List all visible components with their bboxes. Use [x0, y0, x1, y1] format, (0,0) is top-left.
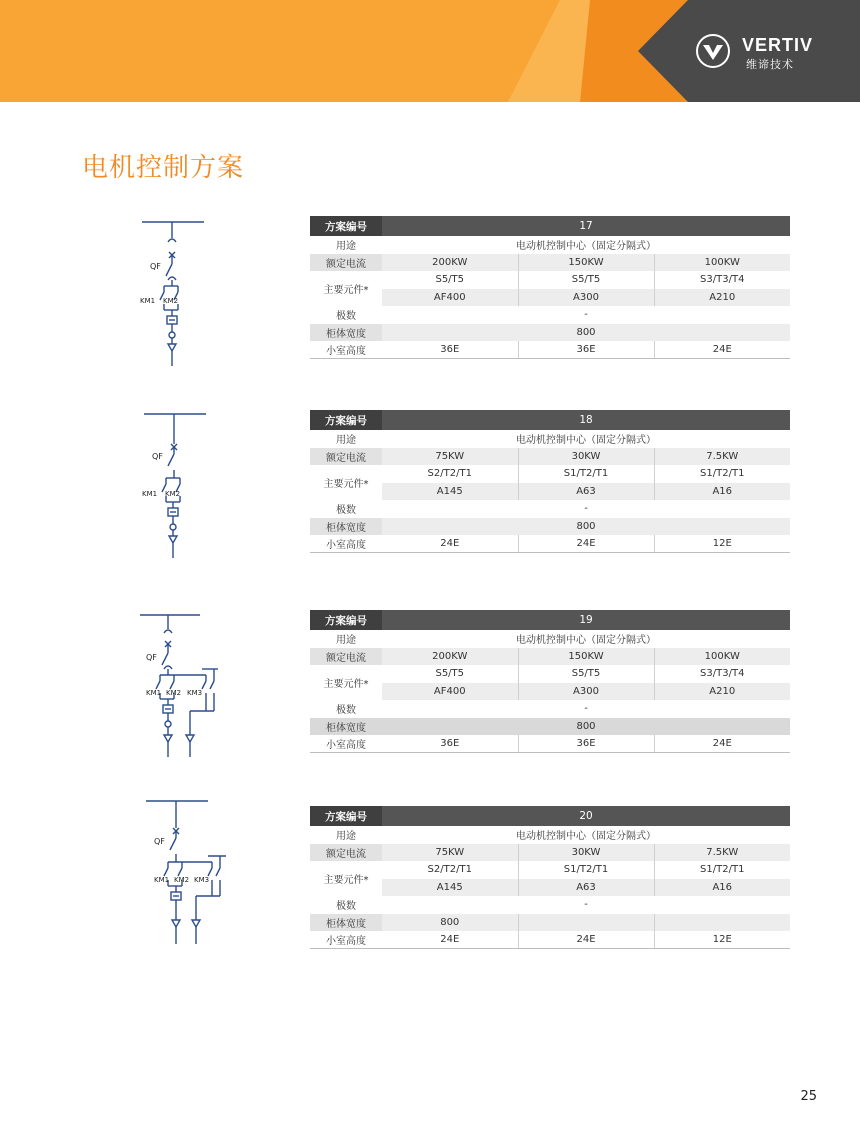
table-row — [310, 610, 790, 630]
spec-table-18 — [310, 410, 790, 553]
height-value-1: 36E — [382, 735, 518, 753]
scheme-no-value: 17 — [382, 216, 790, 236]
table-row — [310, 931, 790, 949]
km1-label: KM1 — [146, 689, 162, 697]
use-label: 用途 — [310, 630, 382, 648]
header-band — [0, 0, 860, 102]
table-row — [310, 806, 790, 826]
page-number: 25 — [800, 1089, 817, 1104]
current-value-2: 30KW — [518, 448, 654, 466]
circuit-diagram-20 — [130, 796, 240, 956]
scheme-no-label: 方案编号 — [310, 216, 382, 236]
vertiv-logo — [696, 34, 826, 74]
height-value-3: 12E — [654, 931, 790, 949]
spec-table-19 — [310, 610, 790, 753]
table-row — [310, 236, 790, 254]
poles-value: - — [382, 500, 790, 518]
comp1-value-1: S5/T5 — [382, 271, 518, 289]
spec-table-17 — [310, 216, 790, 359]
height-value-3: 12E — [654, 535, 790, 553]
table-row — [310, 735, 790, 753]
comp2-value-1: A145 — [382, 483, 518, 501]
width-label: 柜体宽度 — [310, 324, 382, 342]
table-row — [310, 896, 790, 914]
poles-value: - — [382, 306, 790, 324]
use-label: 用途 — [310, 826, 382, 844]
comp2-value-1: AF400 — [382, 683, 518, 701]
table-row — [310, 861, 790, 879]
km1-label: KM1 — [140, 297, 156, 305]
qf-label: QF — [146, 653, 157, 662]
table-row — [310, 448, 790, 466]
spec-table-20 — [310, 806, 790, 949]
comp2-value-3: A210 — [654, 289, 790, 307]
table-row — [310, 306, 790, 324]
width-value: 800 — [382, 518, 790, 536]
height-label: 小室高度 — [310, 931, 382, 949]
comp2-value-2: A63 — [518, 483, 654, 501]
table-row — [310, 665, 790, 683]
height-value-2: 24E — [518, 535, 654, 553]
comp1-value-2: S1/T2/T1 — [518, 465, 654, 483]
comp2-value-1: A145 — [382, 879, 518, 897]
vertiv-mark-icon — [696, 34, 732, 68]
circuit-diagram-17 — [130, 214, 240, 374]
current-label: 额定电流 — [310, 648, 382, 666]
table-row — [310, 483, 790, 501]
width-value: 800 — [382, 718, 790, 736]
poles-value: - — [382, 896, 790, 914]
current-value-3: 100KW — [654, 648, 790, 666]
table-row — [310, 465, 790, 483]
km1-label: KM1 — [142, 490, 158, 498]
table-row — [310, 500, 790, 518]
use-label: 用途 — [310, 430, 382, 448]
poles-label: 极数 — [310, 306, 382, 324]
comp2-value-3: A210 — [654, 683, 790, 701]
components-label: 主要元件* — [310, 665, 382, 700]
table-row — [310, 289, 790, 307]
table-row — [310, 914, 790, 932]
comp1-value-2: S1/T2/T1 — [518, 861, 654, 879]
comp1-value-3: S3/T3/T4 — [654, 665, 790, 683]
height-value-1: 24E — [382, 931, 518, 949]
comp1-value-2: S5/T5 — [518, 271, 654, 289]
height-value-3: 24E — [654, 341, 790, 359]
table-row — [310, 324, 790, 342]
current-value-2: 150KW — [518, 254, 654, 272]
comp2-value-3: A16 — [654, 879, 790, 897]
poles-label: 极数 — [310, 896, 382, 914]
circuit-diagram-19 — [130, 607, 240, 767]
width-value: 800 — [382, 914, 518, 932]
comp1-value-1: S2/T2/T1 — [382, 465, 518, 483]
km3-label: KM3 — [194, 876, 210, 884]
height-value-3: 24E — [654, 735, 790, 753]
comp2-value-1: AF400 — [382, 289, 518, 307]
width-label: 柜体宽度 — [310, 914, 382, 932]
page-title: 电机控制方案 — [82, 153, 245, 183]
comp2-value-2: A63 — [518, 879, 654, 897]
current-value-3: 100KW — [654, 254, 790, 272]
width-label: 柜体宽度 — [310, 718, 382, 736]
km2-label: KM2 — [166, 689, 182, 697]
scheme-no-value: 18 — [382, 410, 790, 430]
current-value-1: 200KW — [382, 648, 518, 666]
height-value-2: 36E — [518, 341, 654, 359]
use-value: 电动机控制中心（固定分隔式） — [382, 630, 790, 648]
table-row — [310, 216, 790, 236]
height-value-1: 24E — [382, 535, 518, 553]
use-value: 电动机控制中心（固定分隔式） — [382, 826, 790, 844]
comp1-value-2: S5/T5 — [518, 665, 654, 683]
use-label: 用途 — [310, 236, 382, 254]
brand-name: VERTIV — [742, 35, 814, 55]
height-label: 小室高度 — [310, 341, 382, 359]
comp1-value-3: S1/T2/T1 — [654, 465, 790, 483]
components-label: 主要元件* — [310, 861, 382, 896]
height-value-2: 36E — [518, 735, 654, 753]
components-label: 主要元件* — [310, 271, 382, 306]
width-empty-3 — [654, 914, 790, 932]
height-value-2: 24E — [518, 931, 654, 949]
current-value-1: 200KW — [382, 254, 518, 272]
comp2-value-2: A300 — [518, 683, 654, 701]
km2-label: KM2 — [165, 490, 181, 498]
components-label: 主要元件* — [310, 465, 382, 500]
scheme-no-value: 19 — [382, 610, 790, 630]
use-value: 电动机控制中心（固定分隔式） — [382, 236, 790, 254]
current-value-3: 7.5KW — [654, 844, 790, 862]
table-row — [310, 430, 790, 448]
circuit-diagram-18 — [130, 408, 240, 568]
height-label: 小室高度 — [310, 735, 382, 753]
table-row — [310, 254, 790, 272]
poles-label: 极数 — [310, 500, 382, 518]
width-value: 800 — [382, 324, 790, 342]
current-value-2: 30KW — [518, 844, 654, 862]
comp1-value-1: S2/T2/T1 — [382, 861, 518, 879]
km1-label: KM1 — [154, 876, 170, 884]
table-row — [310, 844, 790, 862]
scheme-no-label: 方案编号 — [310, 806, 382, 826]
comp2-value-3: A16 — [654, 483, 790, 501]
table-row — [310, 718, 790, 736]
table-row — [310, 826, 790, 844]
table-row — [310, 648, 790, 666]
table-row — [310, 879, 790, 897]
table-row — [310, 410, 790, 430]
use-value: 电动机控制中心（固定分隔式） — [382, 430, 790, 448]
current-value-3: 7.5KW — [654, 448, 790, 466]
current-value-2: 150KW — [518, 648, 654, 666]
brand-subtitle: 维谛技术 — [746, 58, 794, 71]
scheme-no-label: 方案编号 — [310, 610, 382, 630]
height-label: 小室高度 — [310, 535, 382, 553]
comp2-value-2: A300 — [518, 289, 654, 307]
current-label: 额定电流 — [310, 448, 382, 466]
current-label: 额定电流 — [310, 844, 382, 862]
current-value-1: 75KW — [382, 448, 518, 466]
width-empty-2 — [518, 914, 654, 932]
current-label: 额定电流 — [310, 254, 382, 272]
table-row — [310, 683, 790, 701]
current-value-1: 75KW — [382, 844, 518, 862]
table-row — [310, 630, 790, 648]
poles-label: 极数 — [310, 700, 382, 718]
scheme-no-label: 方案编号 — [310, 410, 382, 430]
height-value-1: 36E — [382, 341, 518, 359]
table-row — [310, 535, 790, 553]
qf-label: QF — [150, 262, 161, 271]
width-label: 柜体宽度 — [310, 518, 382, 536]
scheme-no-value: 20 — [382, 806, 790, 826]
comp1-value-1: S5/T5 — [382, 665, 518, 683]
comp1-value-3: S3/T3/T4 — [654, 271, 790, 289]
km3-label: KM3 — [187, 689, 203, 697]
qf-label: QF — [152, 452, 163, 461]
table-row — [310, 341, 790, 359]
qf-label: QF — [154, 837, 165, 846]
km2-label: KM2 — [174, 876, 190, 884]
table-row — [310, 271, 790, 289]
km2-label: KM2 — [163, 297, 179, 305]
table-row — [310, 700, 790, 718]
table-row — [310, 518, 790, 536]
poles-value: - — [382, 700, 790, 718]
comp1-value-3: S1/T2/T1 — [654, 861, 790, 879]
